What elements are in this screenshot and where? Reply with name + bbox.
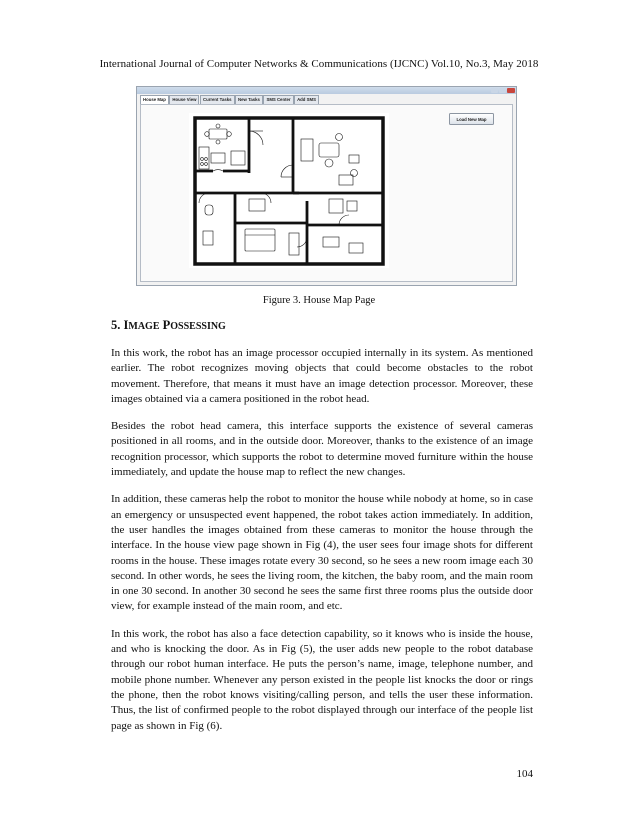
section-number: 5. (111, 318, 124, 332)
tab-add-sms[interactable]: Add SMS (294, 95, 319, 104)
tab-current-tasks[interactable]: Current Tasks (200, 95, 235, 104)
paragraph-2: Besides the robot head camera, this interface supports the existence of several cameras positioned in all rooms, and in the outside door. Moreover, thanks to the existence of an image recognition processor, which supports the robot to determine moved furniture within the house immediately, and update the house map to reflect the new changes. (111, 420, 533, 479)
minimize-icon[interactable] (491, 88, 498, 93)
section-word2-rest: OSSESSING (170, 321, 226, 332)
section-heading (111, 318, 226, 333)
close-icon[interactable] (507, 88, 515, 93)
section-letter-p: P (162, 318, 171, 332)
tab-house-view[interactable]: House View (169, 95, 199, 104)
section-letter-i: I (123, 318, 129, 332)
house-map-panel (140, 104, 513, 282)
paragraph-1: In this work, the robot has an image processor occupied internally in its system. As mentioned earlier. The robot recognizes moving objects that could become obstacles to the robot movement. Therefore, that means it must have an image detection processor. Moreover, these images obtained via a camera positioned in the robot head. (111, 347, 533, 405)
maximize-icon[interactable] (499, 88, 506, 93)
app-window-screenshot (136, 86, 517, 286)
window-titlebar (137, 87, 516, 94)
house-floor-plan (189, 113, 389, 268)
tab-house-map[interactable]: House Map (140, 95, 169, 105)
paragraph-3: In addition, these cameras help the robot to monitor the house while nobody at home, so in case an emergency or unsuspected event happened, the robot takes action immediately. In addition, the user handles the images obtained from these cameras to monitor the house through the interface. In the house view page shown in Fig (4), the user sees four image shots for different rooms in the house. These images rotate every 30 second, so he sees a new room image each 30 second. In other words, he sees the living room, the kitchen, the baby room, and the main room in one 30 second. In another 30 second he sees the same first three rooms plus the outside door view, for example instead of the main room, and etc. (111, 493, 533, 613)
body-text (111, 346, 533, 746)
journal-header: International Journal of Computer Networks & Communications (IJCNC) Vol.10, No.3, May 2018 (99, 58, 539, 70)
figure-caption: Figure 3. House Map Page (262, 295, 376, 306)
section-word1-rest: MAGE (128, 321, 160, 332)
load-new-map-button[interactable]: Load New Map (449, 113, 494, 125)
tab-new-tasks[interactable]: New Tasks (235, 95, 263, 104)
paragraph-4: In this work, the robot has also a face detection capability, so it knows who is inside the house, and who is knocking the door. As in Fig (5), the user adds new people to the robot database through our robot human interface. He puts the person’s name, image, telephone number, and mobile phone number. Whenever any person existed in the people list knocks the door or rings the phone, then the robot knows visiting/calling person, and tells the user these information. Thus, the list of confirmed people to the robot displayed through our interface of the people list page as shown in Fig (6). (111, 627, 533, 732)
tab-sms-center[interactable]: SMS Center (263, 95, 293, 104)
page-number: 104 (516, 768, 533, 780)
tab-bar (140, 95, 319, 104)
floor-plan-drawing (189, 113, 389, 268)
